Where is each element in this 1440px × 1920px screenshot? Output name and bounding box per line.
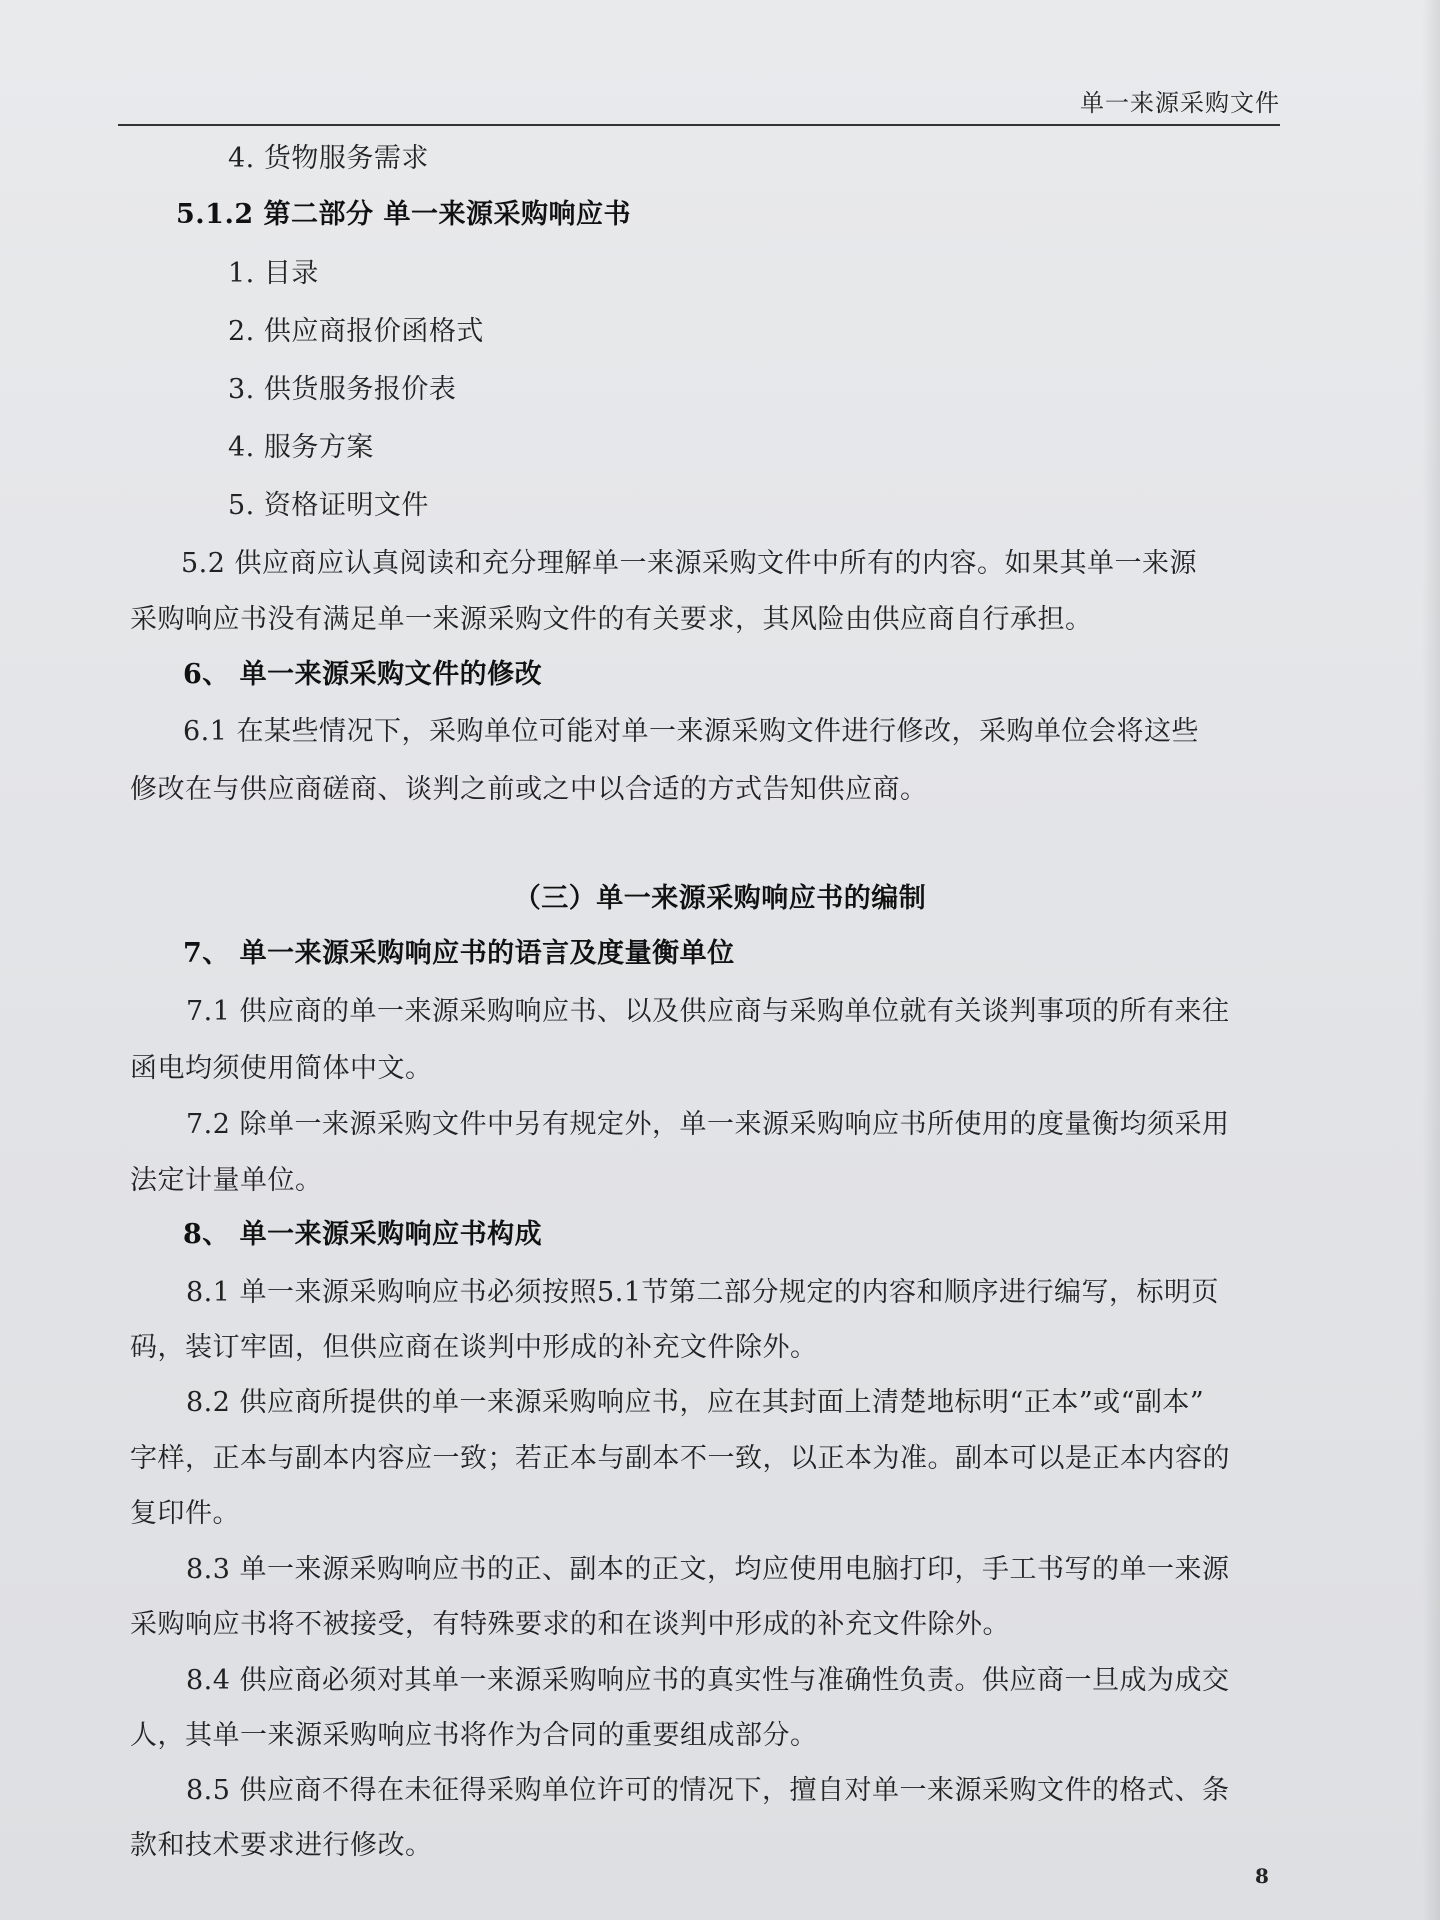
paragraph-line: 8.2 供应商所提供的单一来源采购响应书，应在其封面上清楚地标明“正本”或“副本”	[186, 1387, 1205, 1418]
paragraph-line: 款和技术要求进行修改。	[130, 1830, 433, 1861]
paragraph-line: 法定计量单位。	[130, 1165, 323, 1196]
page-header	[118, 82, 1280, 126]
text-line: 5. 资格证明文件	[228, 490, 429, 521]
paragraph-line: 8.1 单一来源采购响应书必须按照5.1节第二部分规定的内容和顺序进行编写，标明页	[186, 1277, 1219, 1308]
text-line: 3. 供货服务报价表	[228, 374, 457, 405]
paragraph-line: 字样，正本与副本内容应一致；若正本与副本不一致，以正本为准。副本可以是正本内容的	[130, 1443, 1230, 1474]
paragraph-line: 8.5 供应商不得在未征得采购单位许可的情况下，擅自对单一来源采购文件的格式、条	[186, 1775, 1230, 1806]
chapter-heading: （三）单一来源采购响应书的编制	[513, 883, 927, 914]
section-heading: 7、 单一来源采购响应书的语言及度量衡单位	[183, 938, 735, 969]
paragraph-line: 复印件。	[130, 1498, 240, 1529]
section-heading: 5.1.2 第二部分 单一来源采购响应书	[176, 199, 631, 230]
paragraph-line: 采购响应书没有满足单一来源采购文件的有关要求，其风险由供应商自行承担。	[130, 604, 1093, 635]
paragraph-line: 码，装订牢固，但供应商在谈判中形成的补充文件除外。	[130, 1332, 818, 1363]
text-line: 4. 服务方案	[228, 432, 374, 463]
header-title: 单一来源采购文件	[1080, 89, 1280, 117]
paragraph-line: 6.1 在某些情况下，采购单位可能对单一来源采购文件进行修改，采购单位会将这些	[183, 716, 1200, 747]
paragraph-line: 人，其单一来源采购响应书将作为合同的重要组成部分。	[130, 1720, 818, 1751]
text-line: 2. 供应商报价函格式	[228, 316, 484, 347]
text-line: 1. 目录	[228, 258, 319, 289]
paragraph-line: 修改在与供应商磋商、谈判之前或之中以合适的方式告知供应商。	[130, 774, 928, 805]
paragraph-line: 5.2 供应商应认真阅读和充分理解单一来源采购文件中所有的内容。如果其单一来源	[181, 548, 1198, 579]
section-heading: 6、 单一来源采购文件的修改	[183, 659, 543, 690]
text-line: 4. 货物服务需求	[228, 143, 429, 174]
paragraph-line: 8.3 单一来源采购响应书的正、副本的正文，均应使用电脑打印，手工书写的单一来源	[186, 1554, 1230, 1585]
paragraph-line: 8.4 供应商必须对其单一来源采购响应书的真实性与准确性负责。供应商一旦成为成交	[186, 1665, 1230, 1696]
page-edge-shadow	[1422, 0, 1440, 1920]
page-number: 8	[1255, 1864, 1269, 1888]
paragraph-line: 采购响应书将不被接受，有特殊要求的和在谈判中形成的补充文件除外。	[130, 1609, 1010, 1640]
paragraph-line: 7.1 供应商的单一来源采购响应书、以及供应商与采购单位就有关谈判事项的所有来往	[186, 996, 1230, 1027]
section-heading: 8、 单一来源采购响应书构成	[183, 1219, 543, 1250]
paragraph-line: 函电均须使用简体中文。	[130, 1053, 433, 1084]
paragraph-line: 7.2 除单一来源采购文件中另有规定外，单一来源采购响应书所使用的度量衡均须采用	[186, 1109, 1230, 1140]
